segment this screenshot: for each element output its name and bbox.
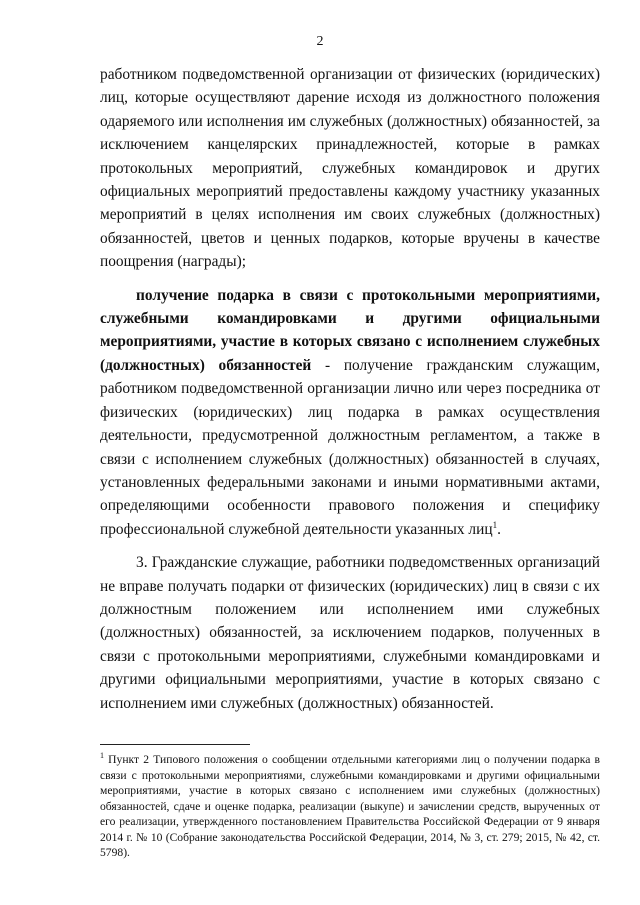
- definition-end: .: [497, 520, 501, 538]
- paragraph-gift-receipt-definition: [100, 284, 600, 541]
- footnote-marker: 1: [100, 751, 104, 761]
- page-number: 2: [316, 34, 324, 49]
- paragraph-point-3: 3. Гражданские служащие, работники подведомственных организаций не вправе получать подарки от физических (юридических) лиц в связи с их должностным положением или исполнением ими служебных (должностных) обязанностей, за исключением подарков, полученных в связи с протокольными мероприятиями, служебными командировками и другими официальными мероприятиями, участие в которых связано с исполнением ими служебных (должностных) обязанностей.: [100, 554, 600, 712]
- footnote-separator: [100, 744, 250, 745]
- footnote-1: [100, 752, 600, 861]
- document-body: [100, 63, 600, 715]
- footnotes-section: [100, 752, 600, 861]
- paragraph-gift-definition: работником подведомственной организации от физических (юридических) лиц, которые осуществляют дарение исходя из должностного положения одаряемого или исполнения им служебных (должностных) обязанностей, за исключением канцелярских принадлежностей, которые в рамках протокольных мероприятий, служебных командировок и других официальных мероприятий предоставлены каждому участнику указанных мероприятий в целях исполнения им своих служебных (должностных) обязанностей, цветов и ценных подарков, которые вручены в качестве поощрения (награды);: [100, 66, 600, 271]
- footnote-reference[interactable]: 1: [492, 519, 498, 530]
- footnote-text: Пункт 2 Типового положения о сообщении отдельными категориями лиц о получении подарка в связи с протокольными мероприятиями, служебными командировками и другими официальными мероприятиями, участие в которых связано с исполнением ими служебных (должностных) обязанностей, сдаче и оценке подарка, реализации (выкупе) и зачислении средств, вырученных от его реализации, утвержденного постановлением Правительства Российской Федерации от 9 января 2014 г. № 10 (Собрание законодательства Российской Федерации, 2014, № 3, ст. 279; 2015, № 42, ст. 5798).: [100, 753, 600, 859]
- defined-term: получение подарка в связи с протокольными мероприятиями, служебными командировками и другими официальными мероприятиями, участие в которых связано с исполнением служебных (должностных) обязанностей: [100, 286, 600, 374]
- definition-text: - получение гражданским служащим, работником подведомственной организации лично или через посредника от физических (юридических) лиц подарка в рамках осуществления деятельности, предусмотренной должностным регламентом, а также в связи с исполнением служебных (должностных) обязанностей в случаях, установленных федеральными законами и иными нормативными актами, определяющими особенности правового положения и специфику профессиональной служебной деятельности указанных лиц: [100, 356, 600, 538]
